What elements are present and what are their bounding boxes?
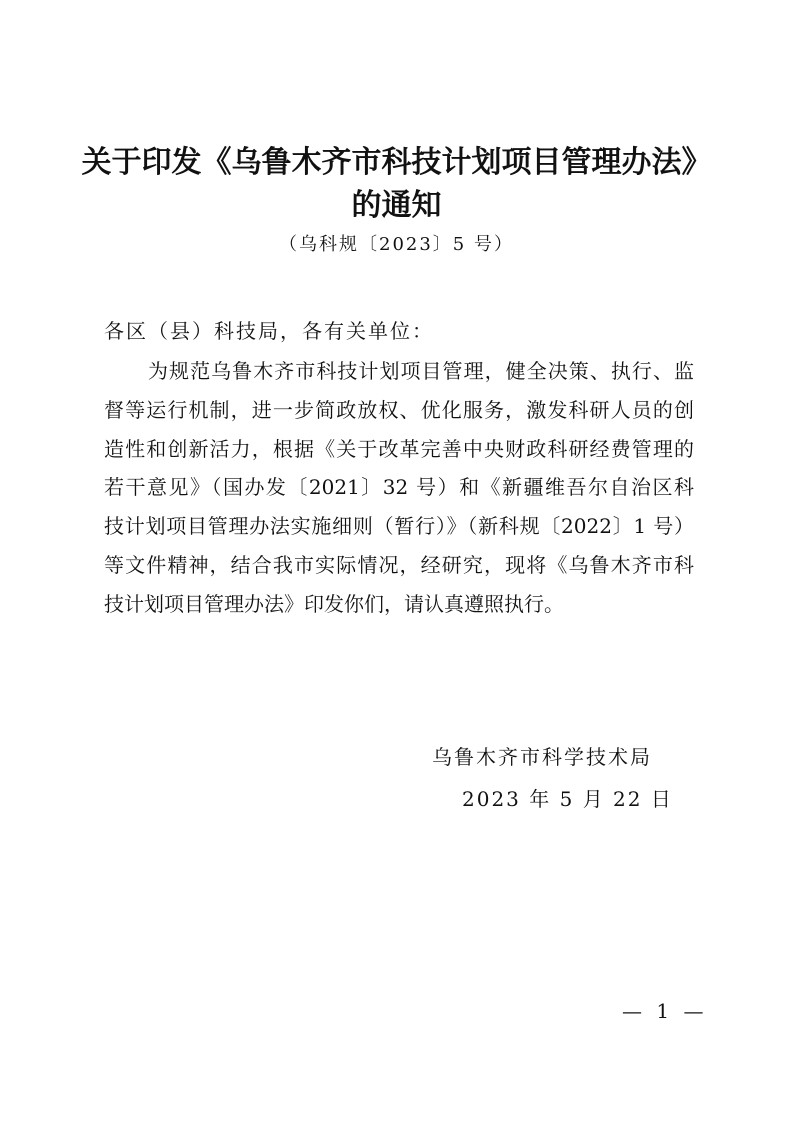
body-paragraph — [104, 352, 694, 624]
body-line: 若干意见》（国办发〔2021〕32 号）和《新疆维吾尔自治区科 — [104, 475, 694, 500]
signature-date: 2023 年 5 月 22 日 — [462, 787, 673, 811]
signature-organization: 乌鲁木齐市科学技术局 — [432, 745, 652, 769]
body-line: 造性和创新活力，根据《关于改革完善中央财政科研经费管理的 — [104, 436, 694, 461]
body-line: 等文件精神，结合我市实际情况，经研究，现将《乌鲁木齐市科 — [104, 552, 694, 577]
document-title-line-1: 关于印发《乌鲁木齐市科技计划项目管理办法》 — [81, 145, 712, 180]
body-line: 为规范乌鲁木齐市科技计划项目管理，健全决策、执行、监 — [148, 359, 694, 383]
body-line: 督等运行机制，进一步简政放权、优化服务，激发科研人员的创 — [104, 397, 694, 422]
page-number: — 1 — — [622, 999, 708, 1023]
body-line: 技计划项目管理办法》印发你们，请认真遵照执行。 — [104, 591, 564, 616]
salutation: 各区（县）科技局，各有关单位： — [104, 319, 434, 343]
document-title-line-2: 的通知 — [351, 188, 442, 223]
document-number: （乌科规〔2023〕5 号） — [279, 234, 514, 255]
body-line: 技计划项目管理办法实施细则（暂行）》（新科规〔2022〕1 号） — [104, 514, 694, 539]
